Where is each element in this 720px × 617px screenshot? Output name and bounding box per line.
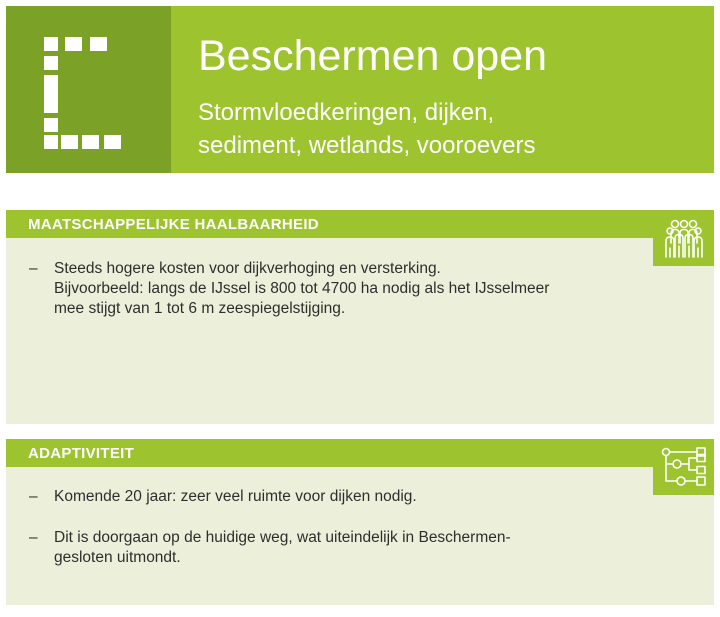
bullet-text-line: mee stijgt van 1 tot 6 m zeespiegelstijging. — [54, 300, 346, 317]
bullet-text-line: gesloten uitmondt. — [54, 549, 181, 566]
bullet-list — [29, 259, 549, 319]
open-bracket-blocks-icon — [6, 6, 171, 173]
bullet-dash: – — [29, 260, 38, 277]
title-block — [171, 6, 714, 173]
section-heading-bar — [6, 439, 661, 467]
bullet-dash: – — [29, 529, 38, 546]
section-heading: ADAPTIVITEIT — [28, 445, 135, 462]
subtitle-line: Stormvloedkeringen, dijken, — [198, 99, 495, 126]
list-item — [29, 487, 511, 507]
page-header — [6, 6, 714, 173]
section-heading: MAATSCHAPPELIJKE HAALBAARHEID — [28, 216, 319, 233]
decision-tree-icon-box — [653, 439, 714, 495]
logo-block — [6, 6, 171, 173]
section-maatschappelijke-haalbaarheid — [6, 210, 714, 424]
bullet-text-line: Steeds hogere kosten voor dijkverhoging en versterking. — [54, 260, 441, 277]
bullet-text-line: Bijvoorbeeld: langs de IJssel is 800 tot 4700 ha nodig als het IJsselmeer — [54, 280, 550, 297]
page-subtitle — [198, 96, 536, 162]
section-heading-bar — [6, 210, 661, 238]
bullet-text-line: Komende 20 jaar: zeer veel ruimte voor dijken nodig. — [54, 488, 417, 505]
section-adaptiviteit — [6, 439, 714, 605]
people-group-icon — [653, 210, 714, 266]
people-group-icon-box — [653, 210, 714, 266]
decision-tree-icon — [653, 439, 714, 495]
list-item — [29, 259, 549, 319]
list-item — [29, 528, 511, 568]
bullet-list — [29, 487, 511, 568]
subtitle-line: sediment, wetlands, vooroevers — [198, 132, 536, 159]
bullet-dash: – — [29, 488, 38, 505]
page-title: Beschermen open — [198, 32, 547, 80]
bullet-text-line: Dit is doorgaan op de huidige weg, wat uiteindelijk in Beschermen- — [54, 529, 511, 546]
